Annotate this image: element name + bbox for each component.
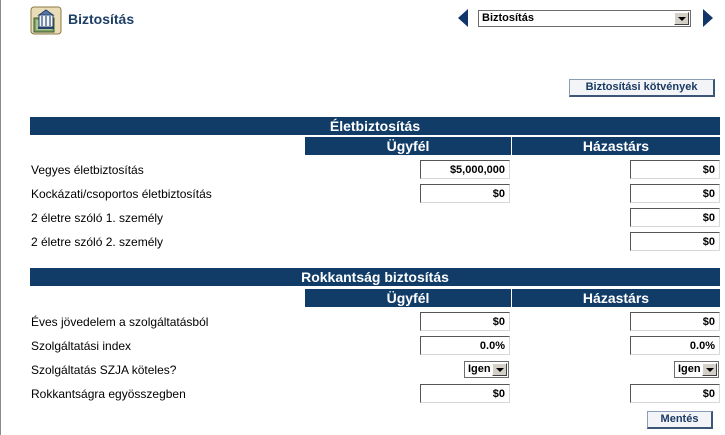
chevron-down-icon[interactable] (492, 363, 507, 376)
disability-section-title: Rokkantság biztosítás (30, 268, 720, 286)
disability-row-label: Rokkantságra egyösszegben (31, 387, 186, 401)
disability-spouse-field[interactable]: $0 (630, 312, 720, 331)
life-client-header: Ügyfél (305, 137, 511, 155)
disability-spouse-field[interactable]: $0 (630, 384, 720, 403)
tax-liable-spouse-value: Igen (678, 363, 701, 375)
life-spouse-field[interactable]: $0 (630, 232, 720, 251)
life-client-field[interactable]: $5,000,000 (420, 160, 510, 179)
life-section-title: Életbiztosítás (30, 117, 720, 135)
insurance-policies-button[interactable]: Biztosítási kötvények (569, 79, 715, 97)
life-spouse-field[interactable]: $0 (630, 160, 720, 179)
life-row-label: 2 életre szóló 2. személy (31, 235, 164, 249)
tax-liable-client-value: Igen (468, 363, 491, 375)
arrow-left-icon[interactable] (458, 9, 468, 27)
chevron-down-icon[interactable] (702, 363, 717, 376)
life-client-field[interactable]: $0 (420, 184, 510, 203)
life-row-label: 2 életre szóló 1. személy (31, 211, 164, 225)
life-spouse-header: Házastárs (512, 137, 720, 155)
disability-spouse-field[interactable]: 0.0% (630, 336, 720, 355)
life-row-label: Vegyes életbiztosítás (31, 163, 144, 177)
disability-client-field[interactable]: $0 (420, 312, 510, 331)
product-select[interactable] (478, 10, 691, 27)
insurance-building-icon (30, 4, 62, 36)
life-spouse-field[interactable]: $0 (630, 184, 720, 203)
life-spouse-field[interactable]: $0 (630, 208, 720, 227)
disability-client-field[interactable]: $0 (420, 384, 510, 403)
product-select-value: Biztosítás (482, 12, 534, 24)
disability-row-label: Éves jövedelem a szolgáltatásból (31, 315, 209, 329)
page-title: Biztosítás (68, 11, 135, 27)
disability-client-header: Ügyfél (305, 289, 511, 307)
chevron-down-icon[interactable] (674, 12, 689, 25)
disability-row-label: Szolgáltatási index (31, 339, 132, 353)
tax-liable-spouse-select[interactable] (674, 361, 719, 378)
left-border (0, 0, 1, 435)
tax-liable-client-select[interactable] (464, 361, 509, 378)
life-row-label: Kockázati/csoportos életbiztosítás (31, 187, 212, 201)
disability-spouse-header: Házastárs (512, 289, 720, 307)
disability-client-field[interactable]: 0.0% (420, 336, 510, 355)
disability-row-label: Szolgáltatás SZJA köteles? (31, 363, 177, 377)
arrow-right-icon[interactable] (703, 9, 713, 27)
save-button[interactable]: Mentés (647, 411, 713, 429)
